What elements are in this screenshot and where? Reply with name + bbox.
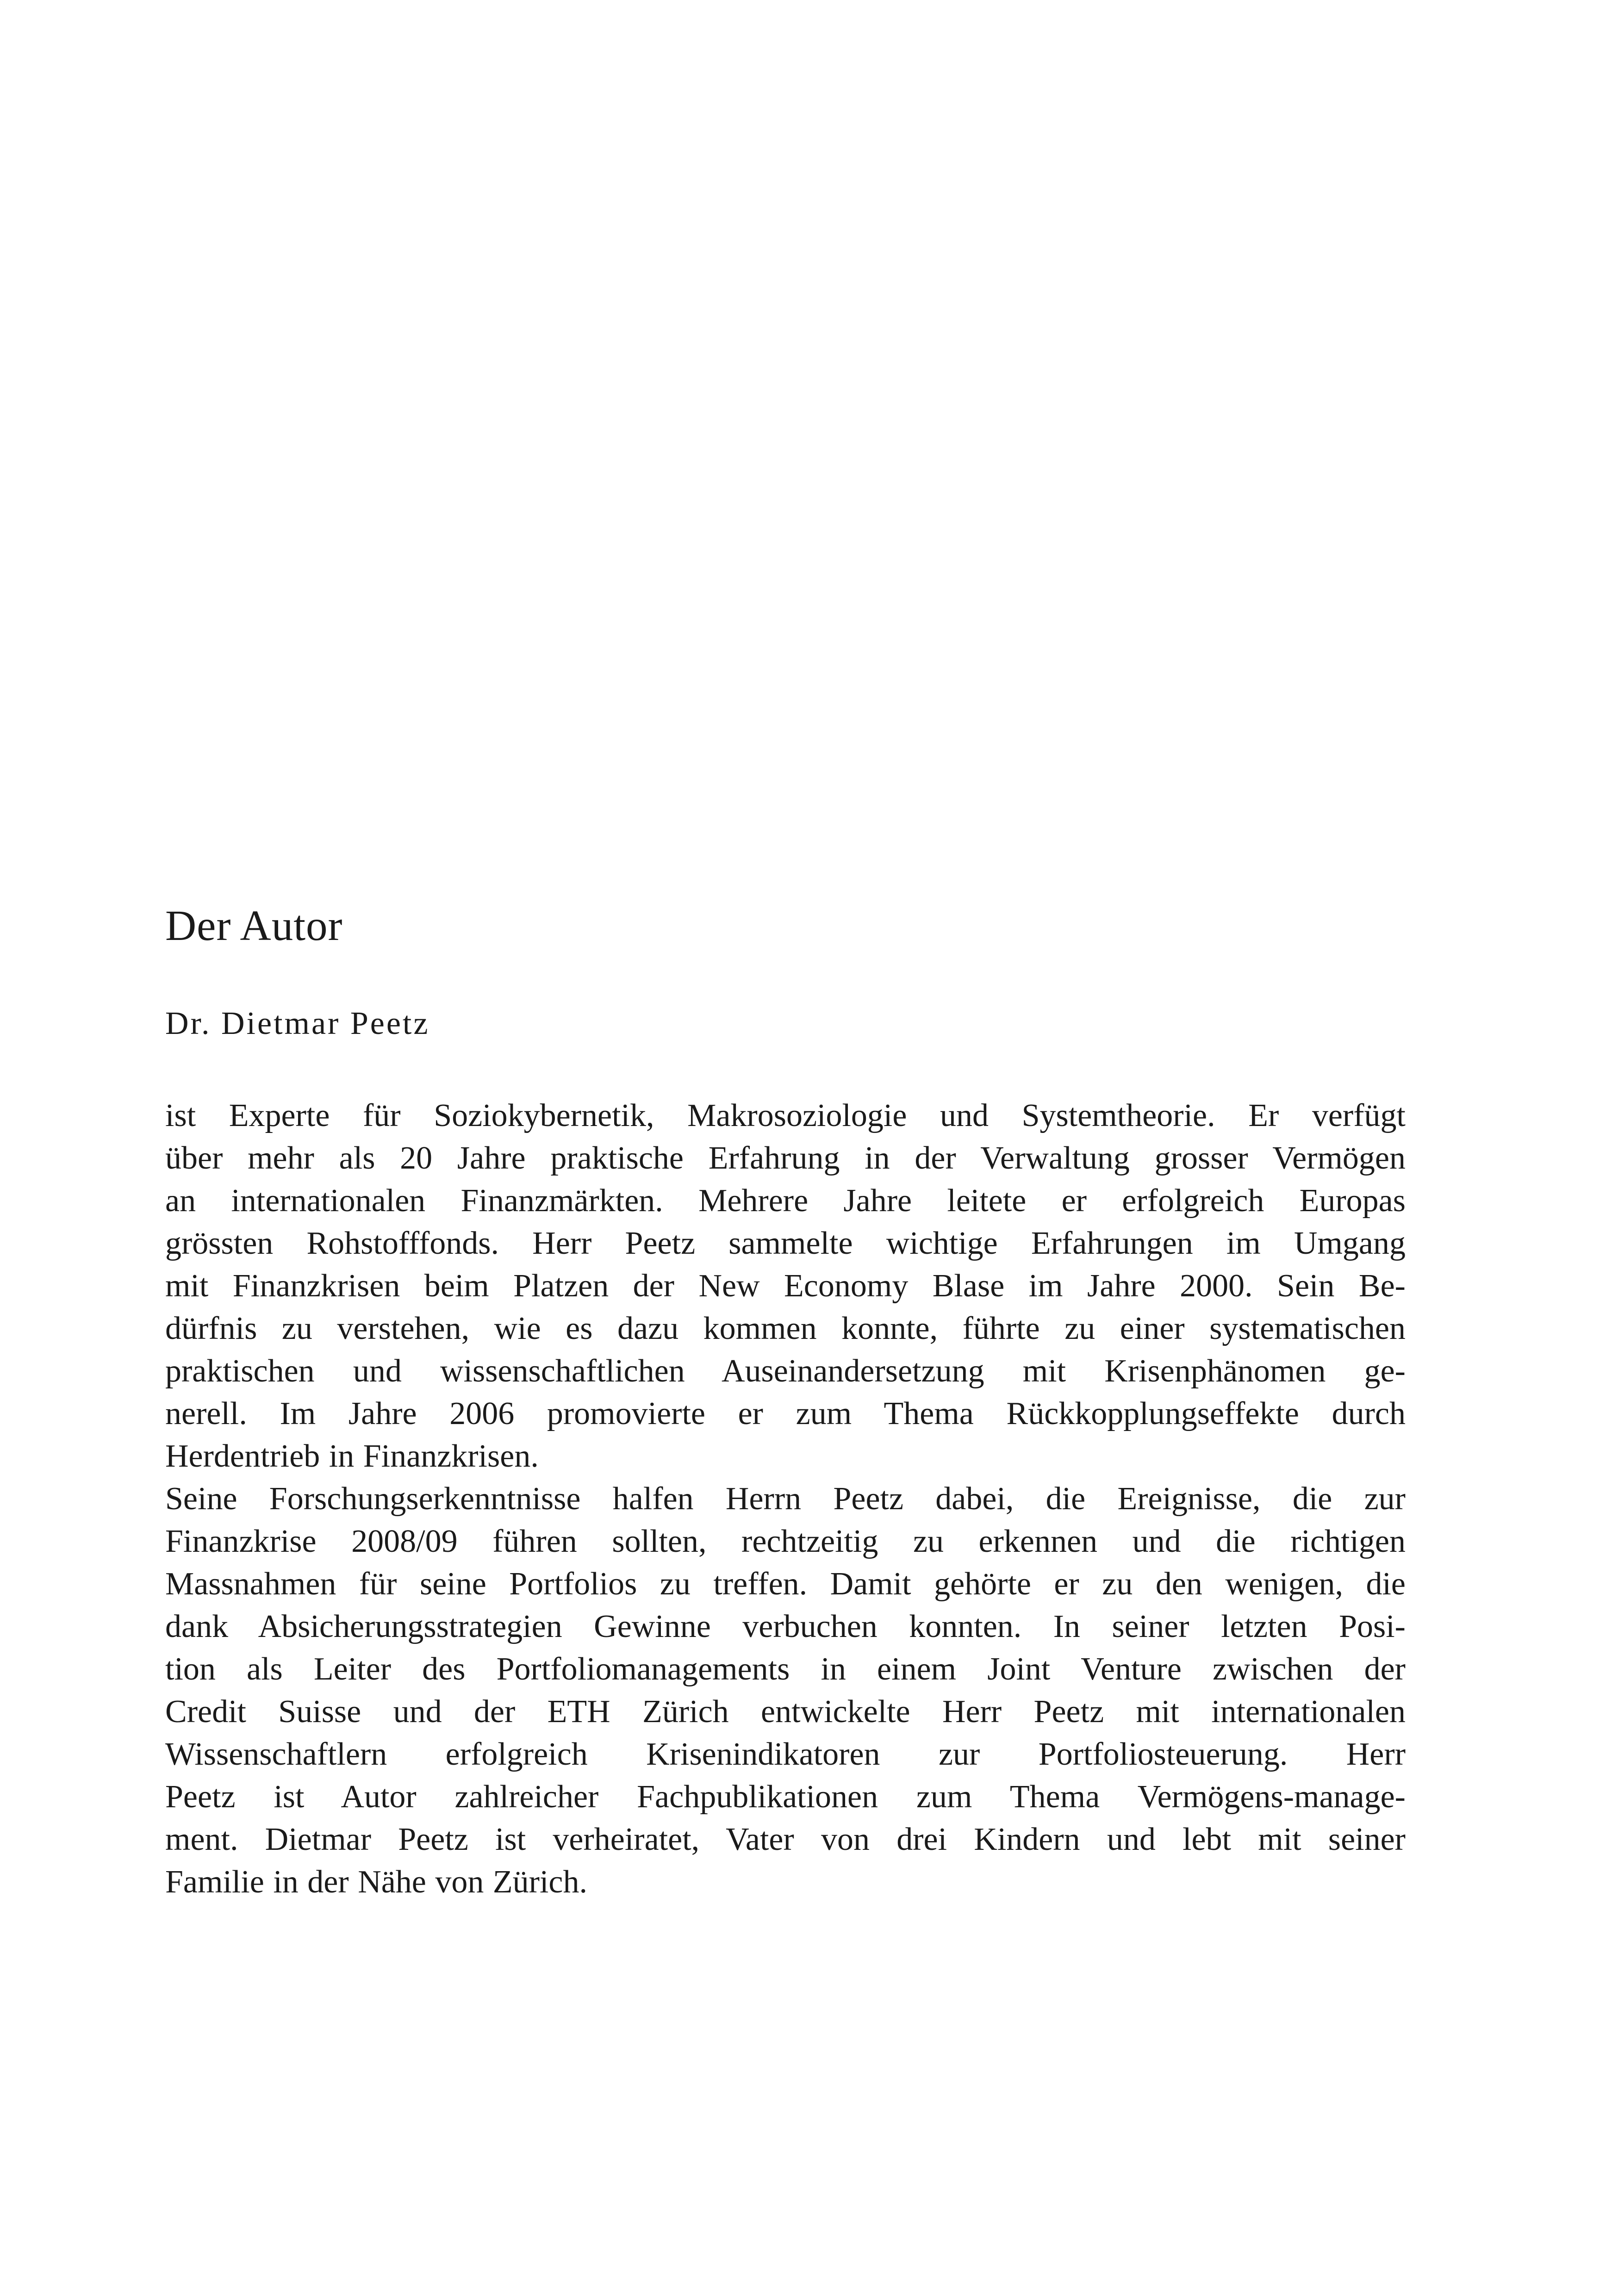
bio-line: mit Finanzkrisen beim Platzen der New Economy Blase im Jahre 2000. Sein Be- (165, 1268, 1406, 1304)
bio-line: Familie in der Nähe von Zürich. (165, 1864, 587, 1900)
bio-line: Credit Suisse und der ETH Zürich entwickelte Herr Peetz mit internationalen (165, 1694, 1406, 1730)
bio-line: dank Absicherungsstrategien Gewinne verbuchen konnten. In seiner letzten Posi- (165, 1609, 1406, 1644)
bio-line: nerell. Im Jahre 2006 promovierte er zum Thema Rückkopplungseffekte durch (165, 1396, 1406, 1431)
bio-line: tion als Leiter des Portfoliomanagements in einem Joint Venture zwischen der (165, 1651, 1406, 1687)
bio-line: über mehr als 20 Jahre praktische Erfahrung in der Verwaltung grosser Vermögen (165, 1140, 1406, 1176)
bio-line: ment. Dietmar Peetz ist verheiratet, Vater von drei Kindern und lebt mit seiner (165, 1822, 1406, 1857)
bio-line: praktischen und wissenschaftlichen Auseinandersetzung mit Krisenphänomen ge- (165, 1353, 1406, 1389)
bio-line: Massnahmen für seine Portfolios zu treffen. Damit gehörte er zu den wenigen, die (165, 1566, 1406, 1602)
bio-line: an internationalen Finanzmärkten. Mehrere Jahre leitete er erfolgreich Europas (165, 1183, 1406, 1219)
bio-line: Finanzkrise 2008/09 führen sollten, rechtzeitig zu erkennen und die richtigen (165, 1524, 1406, 1559)
bio-line: ist Experte für Soziokybernetik, Makrosoziologie und Systemtheorie. Er verfügt (165, 1098, 1406, 1133)
bio-line: dürfnis zu verstehen, wie es dazu kommen konnte, führte zu einer systematischen (165, 1311, 1406, 1346)
author-name: Dr. Dietmar Peetz (165, 1006, 430, 1041)
bio-line: Herdentrieb in Finanzkrisen. (165, 1438, 539, 1474)
author-biography (165, 1095, 1406, 1904)
bio-line: Wissenschaftlern erfolgreich Krisenindikatoren zur Portfoliosteuerung. Herr (165, 1736, 1406, 1772)
bio-line: Peetz ist Autor zahlreicher Fachpublikationen zum Thema Vermögens-manage- (165, 1779, 1406, 1815)
bio-line: Seine Forschungserkenntnisse halfen Herrn Peetz dabei, die Ereignisse, die zur (165, 1481, 1406, 1517)
section-heading: Der Autor (165, 902, 343, 950)
bio-line: grössten Rohstofffonds. Herr Peetz sammelte wichtige Erfahrungen im Umgang (165, 1226, 1406, 1261)
